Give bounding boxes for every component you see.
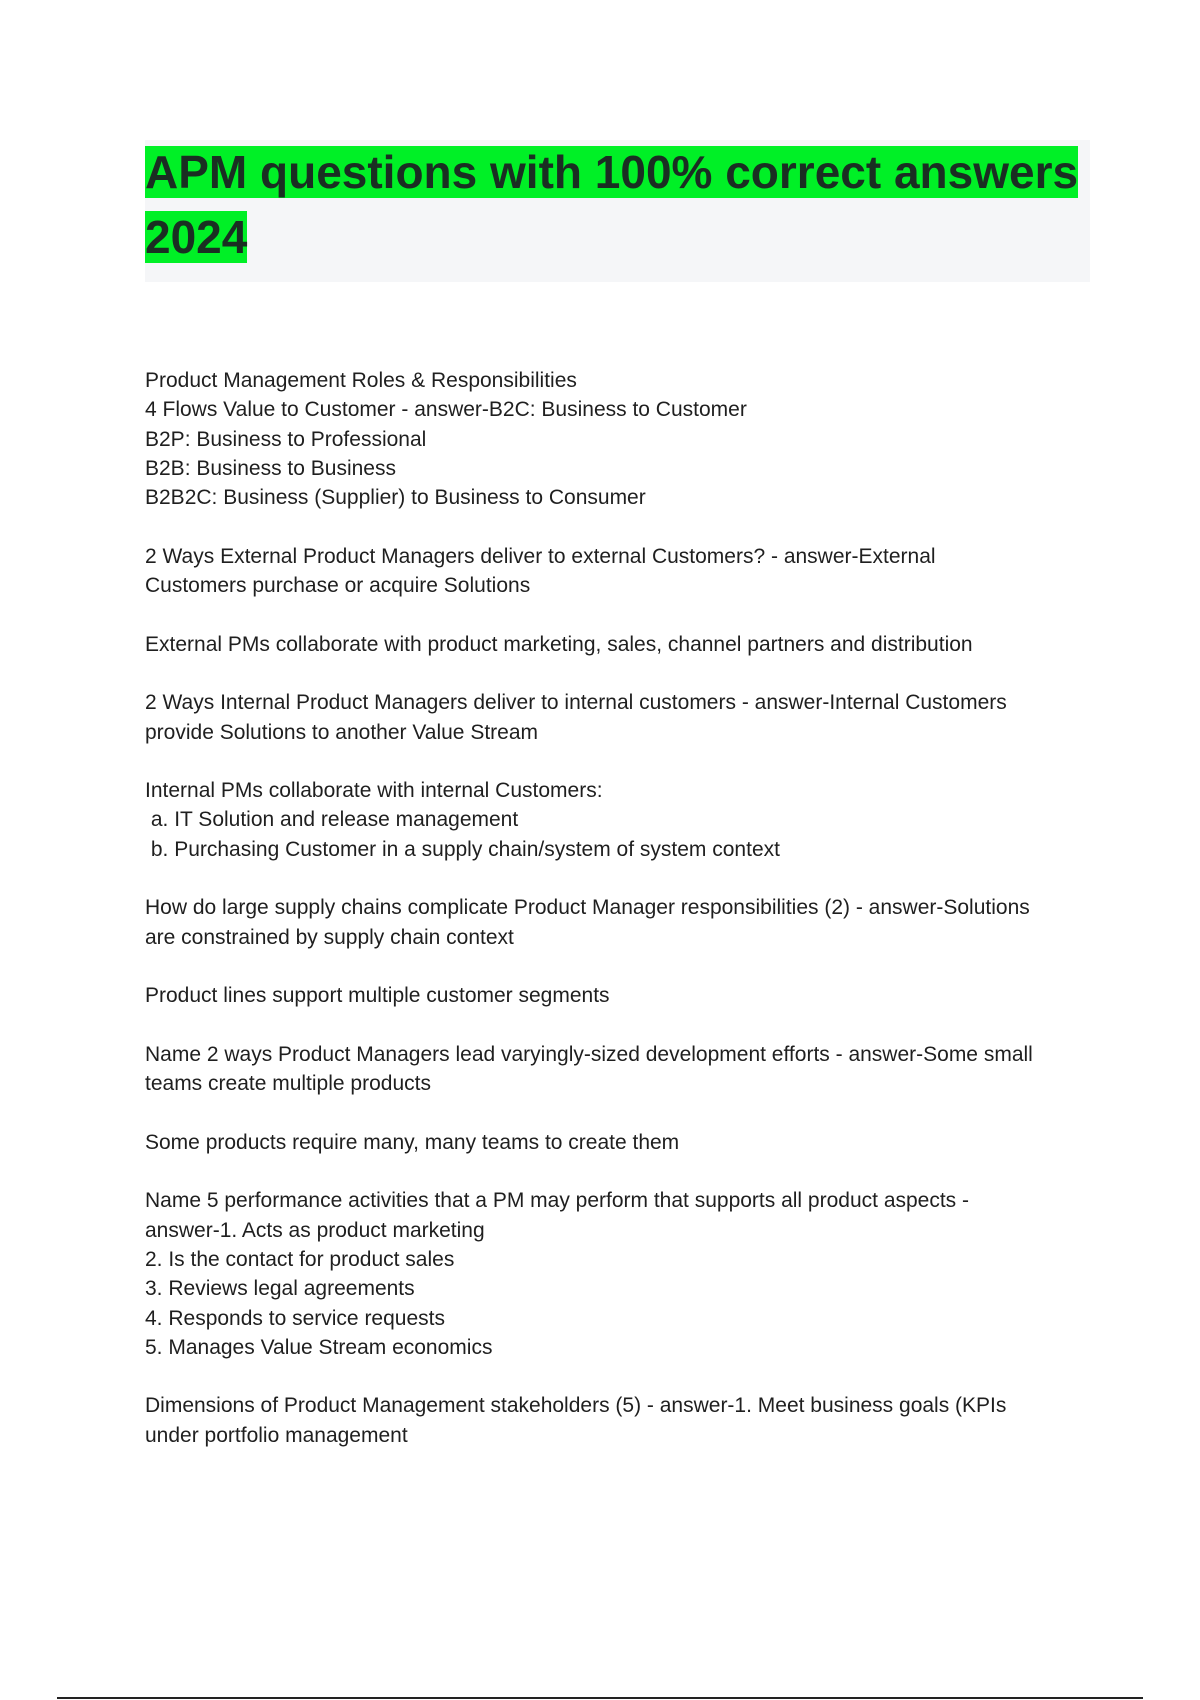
text-line: B2B2C: Business (Supplier) to Business to Consumer: [145, 486, 646, 510]
text-line: answer-1. Acts as product marketing: [145, 1218, 485, 1242]
text-line: 2 Ways Internal Product Managers deliver to internal customers - answer-Internal Customers: [145, 691, 1007, 715]
text-line: How do large supply chains complicate Product Manager responsibilities (2) - answer-Solutions: [145, 896, 1030, 920]
text-line: Some products require many, many teams to create them: [145, 1130, 680, 1154]
text-line: 2. Is the contact for product sales: [145, 1247, 455, 1271]
qa-paragraph: [145, 1128, 1095, 1157]
qa-paragraph: [145, 981, 1095, 1010]
qa-paragraph: [145, 630, 1095, 659]
text-line: B2P: Business to Professional: [145, 427, 427, 451]
qa-paragraph: [145, 893, 1095, 952]
text-line: Product lines support multiple customer segments: [145, 984, 610, 1008]
text-line: 2 Ways External Product Managers deliver to external Customers? - answer-External: [145, 544, 936, 568]
text-line: teams create multiple products: [145, 1072, 431, 1096]
qa-paragraph: [145, 1040, 1095, 1099]
text-line: Name 2 ways Product Managers lead varyingly-sized development efforts - answer-Some small: [145, 1042, 1033, 1066]
page-bottom-rule: [57, 1697, 1143, 1699]
text-line: 5. Manages Value Stream economics: [145, 1335, 493, 1359]
qa-paragraph: [145, 688, 1095, 747]
text-line: provide Solutions to another Value Stream: [145, 720, 539, 744]
text-line: are constrained by supply chain context: [145, 925, 514, 949]
text-line: Product Management Roles & Responsibilities: [145, 369, 577, 392]
qa-paragraph: [145, 1391, 1095, 1450]
title-block: [145, 140, 1090, 282]
qa-paragraph: [145, 1186, 1095, 1362]
text-line: Internal PMs collaborate with internal Customers:: [145, 779, 603, 803]
text-line: B2B: Business to Business: [145, 456, 396, 480]
document-title: [145, 140, 1090, 270]
text-line: Name 5 performance activities that a PM may perform that supports all product aspects -: [145, 1189, 970, 1213]
document-body: [145, 366, 1095, 1479]
text-line: 4. Responds to service requests: [145, 1306, 445, 1330]
title-highlight: APM questions with 100% correct answers 2024: [145, 146, 1079, 263]
text-line: under portfolio management: [145, 1423, 408, 1447]
qa-paragraph: [145, 366, 1095, 512]
text-line: a. IT Solution and release management: [145, 808, 519, 832]
text-line: 4 Flows Value to Customer - answer-B2C: Business to Customer: [145, 398, 747, 422]
qa-paragraph: [145, 542, 1095, 601]
text-line: External PMs collaborate with product marketing, sales, channel partners and distribution: [145, 632, 973, 656]
text-line: Dimensions of Product Management stakeholders (5) - answer-1. Meet business goals (KPIs: [145, 1394, 1007, 1418]
qa-paragraph: [145, 776, 1095, 864]
text-line: Customers purchase or acquire Solutions: [145, 574, 531, 598]
text-line: 3. Reviews legal agreements: [145, 1277, 415, 1301]
text-line: b. Purchasing Customer in a supply chain/system of system context: [145, 837, 780, 861]
